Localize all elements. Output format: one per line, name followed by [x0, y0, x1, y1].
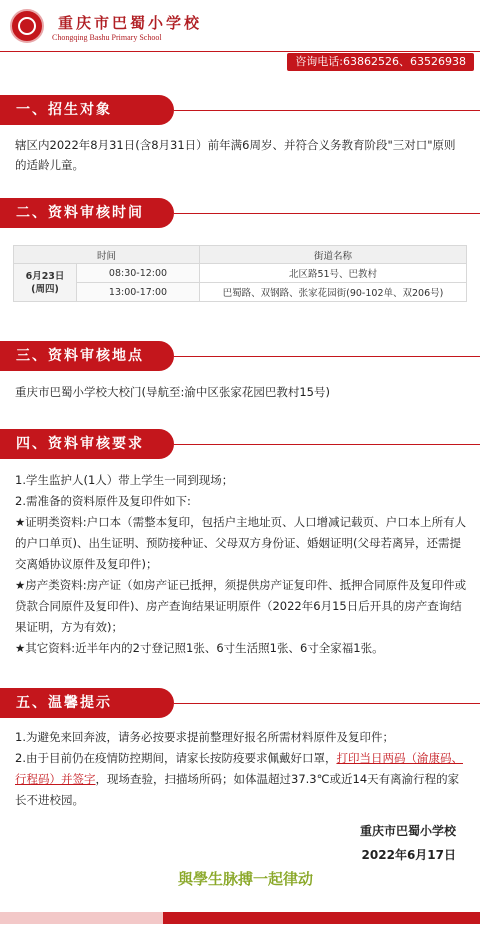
slogan: [178, 868, 313, 889]
list-item: 1.为避免来回奔波，请务必按要求提前整理好报名所需材料原件及复印件；: [15, 730, 394, 744]
section-1-divider: [174, 110, 480, 111]
schedule-header-time: 时间: [14, 246, 200, 264]
tip-text: 2.由于目前仍在疫情防控期间，请家长按防疫要求佩戴好口罩，: [15, 751, 337, 765]
signature-date: 2022年6月17日: [361, 848, 456, 862]
section-5-list: [15, 727, 467, 811]
slogan-text: 與學生脉搏一起律动: [178, 870, 314, 888]
schedule-table: [13, 245, 467, 302]
list-item: 2.需准备的资料原件及复印件如下:: [15, 494, 191, 508]
schedule-date-cell: [14, 264, 77, 302]
schedule-date: 6月23日: [25, 270, 65, 282]
section-3-text: 重庆市巴蜀小学校大校门(导航至:渝中区张家花园巴教村15号): [15, 385, 330, 399]
header-divider: [0, 51, 480, 52]
list-item: ★证明类资料:户口本（需整本复印，包括户主地址页、人口增减记载页、户口本上所有人的户口单页)、出生证明、预防接种证、父母双方身份证、婚姻证明(父母若离异，还需提交离婚协议原件及复印件)；: [15, 515, 467, 571]
schedule-time: 13:00-17:00: [77, 283, 200, 302]
section-4-title: 四、资料审核要求: [0, 429, 174, 459]
schedule-street: 巴蜀路、双钢路、张家花园街(90-102单、双206号): [200, 283, 467, 302]
section-3-divider: [174, 356, 480, 357]
schedule-time: 08:30-12:00: [77, 264, 200, 283]
section-1-text: 辖区内2022年8月31日(含8月31日）前年满6周岁、并符合义务教育阶段"三对口"原则的适龄儿童。: [15, 138, 456, 172]
section-4-list: [15, 470, 467, 659]
signature-org: 重庆市巴蜀小学校: [359, 824, 456, 838]
section-3-title: 三、资料审核地点: [0, 341, 174, 371]
footer-bar: [0, 912, 480, 924]
tip-text: ，现场查验，扫描场所码；如体温超过37.3℃或近14天有离渝行程的家长不进校园。: [15, 772, 460, 807]
school-logo-icon: [10, 9, 44, 43]
table-row: [14, 264, 467, 283]
schedule-weekday: (周四): [31, 283, 59, 295]
list-item: [15, 748, 467, 811]
school-name-en: Chongqing Bashu Primary School: [52, 33, 162, 42]
table-row: [14, 283, 467, 302]
schedule-header-street: 街道名称: [200, 246, 467, 264]
contact-phone: 咨询电话:63862526、63526938: [287, 53, 474, 71]
section-5-divider: [174, 703, 480, 704]
section-2-title: 二、资料审核时间: [0, 198, 174, 228]
section-4-divider: [174, 444, 480, 445]
section-1-title: 一、招生对象: [0, 95, 174, 125]
list-item: 1.学生监护人(1人）带上学生一同到现场；: [15, 473, 234, 487]
school-name-cn: 重庆市巴蜀小学校: [58, 14, 203, 32]
list-item: ★房产类资料:房产证（如房产证已抵押，须提供房产证复印件、抵押合同原件及复印件或贷款合同原件及复印件)、房产查询结果证明原件（2022年6月15日后开具的房产查询结果证明，方为有效)；: [15, 578, 467, 634]
list-item: ★其它资料:近半年内的2寸登记照1张、6寸生活照1张、6寸全家福1张。: [15, 641, 384, 655]
schedule-street: 北区路51号、巴教村: [200, 264, 467, 283]
page-header: [0, 0, 480, 80]
section-2-divider: [174, 213, 480, 214]
section-5-title: 五、温馨提示: [0, 688, 174, 718]
tip-emphasis: 打印当日两码（渝康码、行程码）并签字: [15, 751, 463, 786]
